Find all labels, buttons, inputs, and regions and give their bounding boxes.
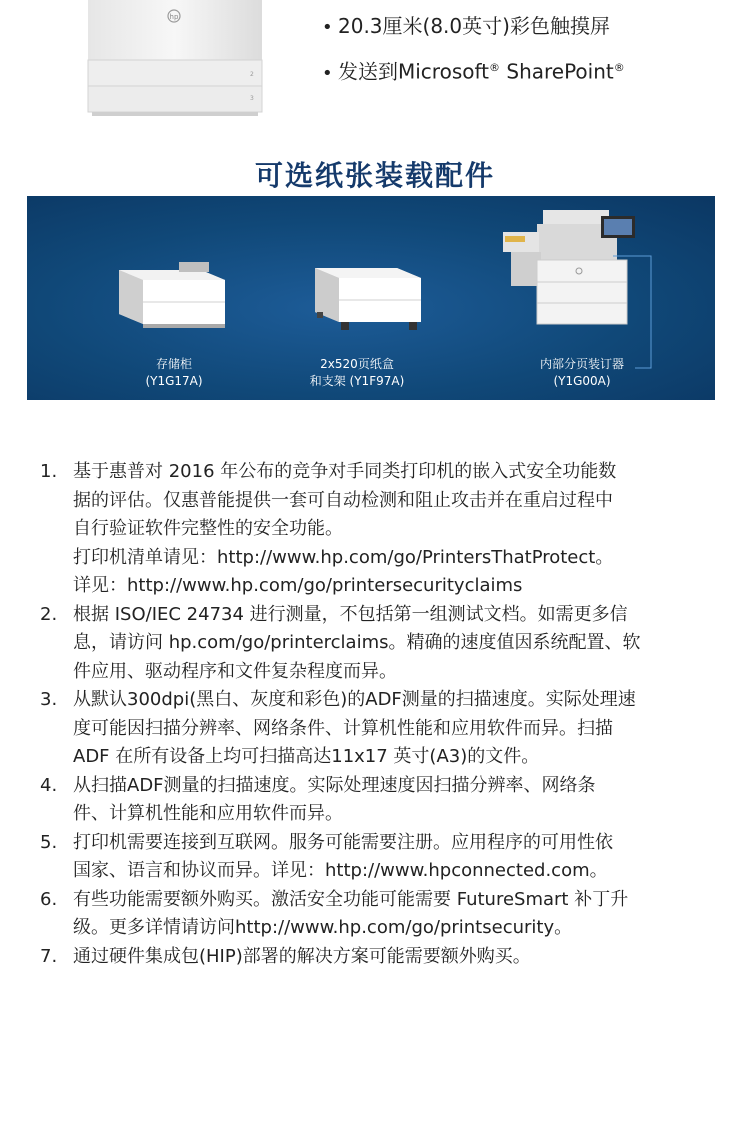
footnote-line: 件、计算机性能和应用软件而异。 <box>73 803 343 824</box>
footnote-line: ADF 在所有设备上均可扫描高达11x17 英寸(A3)的文件。 <box>73 746 540 767</box>
feature-bullet: • 20.3厘米(8.0英寸)彩色触摸屏 <box>322 6 625 48</box>
footnote-item <box>40 829 710 886</box>
printer-base-image <box>82 0 268 118</box>
accessory-label: 2x520页纸盒 和支架 (Y1F97A) <box>309 357 405 388</box>
footnote-line: 详见：http://www.hp.com/go/printersecurityclaims <box>73 575 523 596</box>
accessory-label: 内部分页装订器 (Y1G00A) <box>539 357 624 388</box>
footnote-number: 7. <box>40 945 58 967</box>
footnote-line: 级。更多详情请访问http://www.hp.com/go/printsecurity。 <box>73 917 573 938</box>
footnote-line: 有些功能需要额外购买。激活安全功能可能需要 FutureSmart 补丁升 <box>73 888 629 910</box>
footnote-line: 根据 ISO/IEC 24734 进行测量，不包括第一组测试文档。如需更多信 <box>73 603 628 625</box>
tray-number: 2 <box>250 71 254 78</box>
footnote-item <box>40 458 710 601</box>
footnote-item <box>40 601 710 687</box>
bullet-icon: • <box>322 62 333 84</box>
accessory-label: 存储柜 (Y1G17A) <box>145 357 203 388</box>
footnote-line: 基于惠普对 2016 年公布的竞争对手同类打印机的嵌入式安全功能数 <box>73 461 617 482</box>
footnote-item <box>40 943 710 972</box>
footnote-number: 1. <box>40 461 58 482</box>
footnote-line: 从默认300dpi(黑白、灰度和彩色)的ADF测量的扫描速度。实际处理速 <box>73 689 636 710</box>
footnote-line: 打印机需要连接到互联网。服务可能需要注册。应用程序的可用性依 <box>73 831 613 853</box>
footnote-item <box>40 686 710 772</box>
footnote-line: 度可能因扫描分辨率、网络条件、计算机性能和应用软件而异。扫描 <box>73 717 613 739</box>
footnote-line: 通过硬件集成包(HIP)部署的解决方案可能需要额外购买。 <box>73 945 531 967</box>
footnote-line: 打印机清单请见：http://www.hp.com/go/PrintersThatProtect。 <box>73 546 614 568</box>
feature-bullet: • 发送到Microsoft® SharePoint® <box>322 48 625 94</box>
footnote-line: 国家、语言和协议而异。详见：http://www.hpconnected.com。 <box>73 860 608 881</box>
footnote-line: 从扫描ADF测量的扫描速度。实际处理速度因扫描分辨率、网络条 <box>73 774 596 796</box>
accessories-panel <box>27 196 715 400</box>
hp-logo-icon: hp <box>169 13 179 21</box>
tray-number: 3 <box>250 95 254 102</box>
footnote-line: 据的评估。仅惠普能提供一套可自动检测和阻止攻击并在重启过程中 <box>73 489 613 511</box>
footnote-number: 6. <box>40 888 58 910</box>
footnote-line: 件应用、驱动程序和文件复杂程度而异。 <box>73 660 397 682</box>
footnote-number: 3. <box>40 689 58 710</box>
footnote-item <box>40 886 710 943</box>
section-title: 可选纸张装载配件 <box>254 159 495 192</box>
footnote-number: 2. <box>40 603 58 625</box>
footnote-number: 4. <box>40 774 58 796</box>
footnote-number: 5. <box>40 831 58 853</box>
footnote-item <box>40 772 710 829</box>
footnote-line: 自行验证软件完整性的安全功能。 <box>73 518 343 539</box>
top-section <box>0 0 750 130</box>
feature-bullet-list <box>322 6 625 94</box>
bullet-icon: • <box>322 17 333 38</box>
footnote-list <box>40 458 710 971</box>
footnote-line: 息，请访问 hp.com/go/printerclaims。精确的速度值因系统配置、软 <box>73 632 641 653</box>
